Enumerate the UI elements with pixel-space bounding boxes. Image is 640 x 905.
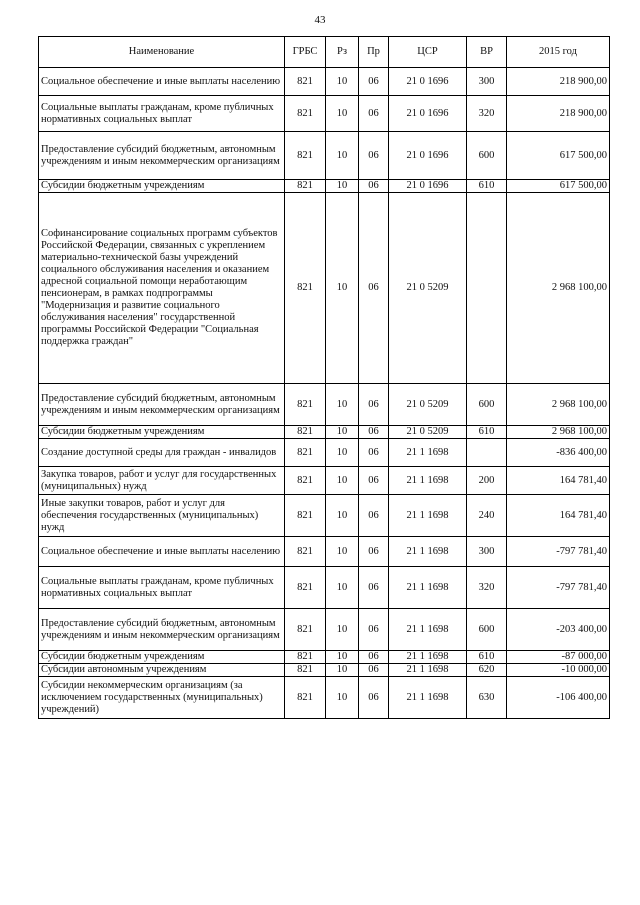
- cell-amount: 218 900,00: [507, 96, 610, 132]
- cell-grbs: 821: [285, 495, 326, 537]
- cell-rz: 10: [326, 384, 359, 426]
- cell-pr: 06: [359, 567, 389, 609]
- cell-csr: 21 0 5209: [389, 384, 467, 426]
- cell-name: Субсидии бюджетным учреждениям: [39, 426, 285, 439]
- cell-rz: 10: [326, 426, 359, 439]
- cell-grbs: 821: [285, 426, 326, 439]
- column-header-name: Наименование: [39, 37, 285, 68]
- cell-vr: 630: [467, 677, 507, 719]
- table-row: [39, 664, 610, 677]
- column-header-pr: Пр: [359, 37, 389, 68]
- cell-amount: 218 900,00: [507, 68, 610, 96]
- cell-name: Субсидии автономным учреждениям: [39, 664, 285, 677]
- cell-csr: 21 1 1698: [389, 439, 467, 467]
- cell-csr: 21 0 5209: [389, 193, 467, 384]
- cell-pr: 06: [359, 439, 389, 467]
- table-body: [39, 68, 610, 719]
- cell-name: Предоставление субсидий бюджетным, автономным учреждениям и иным некоммерческим организациям: [39, 132, 285, 180]
- column-header-grbs: ГРБС: [285, 37, 326, 68]
- cell-csr: 21 0 1696: [389, 180, 467, 193]
- cell-csr: 21 1 1698: [389, 677, 467, 719]
- cell-rz: 10: [326, 495, 359, 537]
- cell-pr: 06: [359, 180, 389, 193]
- cell-amount: -797 781,40: [507, 567, 610, 609]
- cell-pr: 06: [359, 677, 389, 719]
- table-row: [39, 677, 610, 719]
- cell-pr: 06: [359, 664, 389, 677]
- cell-grbs: 821: [285, 537, 326, 567]
- cell-csr: 21 0 1696: [389, 68, 467, 96]
- cell-rz: 10: [326, 96, 359, 132]
- cell-pr: 06: [359, 495, 389, 537]
- cell-grbs: 821: [285, 384, 326, 426]
- cell-grbs: 821: [285, 609, 326, 651]
- table-row: [39, 180, 610, 193]
- budget-table: [38, 36, 610, 719]
- table-row: [39, 132, 610, 180]
- cell-vr: [467, 193, 507, 384]
- cell-name: Софинансирование социальных программ субъектов Российской Федерации, связанных с укреплением материально-технической базы учреждений социального обслуживания населения и оказанием адресной социальной помощи неработающим пенсионерам, в рамках подпрограммы "Модернизация и развитие социального обслуживания населения" государственной программы Российской Федерации "Социальная поддержка граждан": [39, 193, 285, 384]
- table-row: [39, 609, 610, 651]
- cell-pr: 06: [359, 537, 389, 567]
- table-row: [39, 567, 610, 609]
- column-header-year-2015: 2015 год: [507, 37, 610, 68]
- cell-name: Субсидии некоммерческим организациям (за исключением государственных (муниципальных) учреждений): [39, 677, 285, 719]
- table-row: [39, 96, 610, 132]
- cell-grbs: 821: [285, 96, 326, 132]
- cell-name: Социальное обеспечение и иные выплаты населению: [39, 537, 285, 567]
- cell-grbs: 821: [285, 68, 326, 96]
- cell-rz: 10: [326, 537, 359, 567]
- cell-rz: 10: [326, 180, 359, 193]
- cell-vr: 610: [467, 180, 507, 193]
- cell-amount: 2 968 100,00: [507, 426, 610, 439]
- cell-csr: 21 0 1696: [389, 96, 467, 132]
- column-header-csr: ЦСР: [389, 37, 467, 68]
- cell-grbs: 821: [285, 439, 326, 467]
- cell-amount: 617 500,00: [507, 132, 610, 180]
- table-row: [39, 193, 610, 384]
- cell-vr: 620: [467, 664, 507, 677]
- cell-csr: 21 1 1698: [389, 609, 467, 651]
- cell-rz: 10: [326, 68, 359, 96]
- cell-pr: 06: [359, 132, 389, 180]
- cell-grbs: 821: [285, 651, 326, 664]
- cell-pr: 06: [359, 609, 389, 651]
- table-row: [39, 495, 610, 537]
- cell-csr: 21 1 1698: [389, 567, 467, 609]
- cell-vr: 200: [467, 467, 507, 495]
- cell-vr: 600: [467, 132, 507, 180]
- cell-vr: 320: [467, 567, 507, 609]
- cell-grbs: 821: [285, 180, 326, 193]
- cell-name: Социальное обеспечение и иные выплаты населению: [39, 68, 285, 96]
- cell-grbs: 821: [285, 132, 326, 180]
- cell-vr: 240: [467, 495, 507, 537]
- cell-csr: 21 1 1698: [389, 651, 467, 664]
- cell-name: Закупка товаров, работ и услуг для государственных (муниципальных) нужд: [39, 467, 285, 495]
- cell-pr: 06: [359, 426, 389, 439]
- cell-rz: 10: [326, 567, 359, 609]
- cell-vr: 320: [467, 96, 507, 132]
- cell-name: Иные закупки товаров, работ и услуг для обеспечения государственных (муниципальных) нужд: [39, 495, 285, 537]
- cell-vr: [467, 439, 507, 467]
- cell-csr: 21 0 5209: [389, 426, 467, 439]
- cell-amount: -87 000,00: [507, 651, 610, 664]
- cell-amount: -836 400,00: [507, 439, 610, 467]
- cell-amount: 2 968 100,00: [507, 384, 610, 426]
- table-row: [39, 467, 610, 495]
- cell-csr: 21 0 1696: [389, 132, 467, 180]
- cell-vr: 300: [467, 68, 507, 96]
- cell-name: Предоставление субсидий бюджетным, автономным учреждениям и иным некоммерческим организациям: [39, 609, 285, 651]
- cell-rz: 10: [326, 132, 359, 180]
- cell-amount: 617 500,00: [507, 180, 610, 193]
- cell-csr: 21 1 1698: [389, 664, 467, 677]
- cell-rz: 10: [326, 651, 359, 664]
- cell-rz: 10: [326, 467, 359, 495]
- cell-vr: 610: [467, 426, 507, 439]
- table-header-row: [39, 37, 610, 68]
- cell-name: Субсидии бюджетным учреждениям: [39, 651, 285, 664]
- cell-csr: 21 1 1698: [389, 467, 467, 495]
- cell-amount: -10 000,00: [507, 664, 610, 677]
- cell-pr: 06: [359, 68, 389, 96]
- cell-vr: 300: [467, 537, 507, 567]
- table-row: [39, 426, 610, 439]
- cell-grbs: 821: [285, 467, 326, 495]
- cell-amount: 2 968 100,00: [507, 193, 610, 384]
- cell-amount: 164 781,40: [507, 467, 610, 495]
- cell-pr: 06: [359, 193, 389, 384]
- cell-name: Социальные выплаты гражданам, кроме публичных нормативных социальных выплат: [39, 96, 285, 132]
- column-header-vr: ВР: [467, 37, 507, 68]
- table-row: [39, 439, 610, 467]
- cell-pr: 06: [359, 467, 389, 495]
- cell-pr: 06: [359, 96, 389, 132]
- cell-vr: 600: [467, 384, 507, 426]
- cell-grbs: 821: [285, 193, 326, 384]
- table-row: [39, 384, 610, 426]
- cell-rz: 10: [326, 664, 359, 677]
- column-header-rz: Рз: [326, 37, 359, 68]
- cell-amount: -797 781,40: [507, 537, 610, 567]
- cell-name: Социальные выплаты гражданам, кроме публичных нормативных социальных выплат: [39, 567, 285, 609]
- cell-amount: 164 781,40: [507, 495, 610, 537]
- cell-vr: 600: [467, 609, 507, 651]
- cell-csr: 21 1 1698: [389, 537, 467, 567]
- cell-pr: 06: [359, 384, 389, 426]
- table-row: [39, 651, 610, 664]
- cell-name: Предоставление субсидий бюджетным, автономным учреждениям и иным некоммерческим организациям: [39, 384, 285, 426]
- cell-amount: -203 400,00: [507, 609, 610, 651]
- table-row: [39, 537, 610, 567]
- page-number: 43: [314, 14, 326, 26]
- cell-csr: 21 1 1698: [389, 495, 467, 537]
- cell-rz: 10: [326, 609, 359, 651]
- cell-name: Субсидии бюджетным учреждениям: [39, 180, 285, 193]
- cell-amount: -106 400,00: [507, 677, 610, 719]
- cell-rz: 10: [326, 677, 359, 719]
- cell-grbs: 821: [285, 567, 326, 609]
- cell-pr: 06: [359, 651, 389, 664]
- cell-vr: 610: [467, 651, 507, 664]
- cell-grbs: 821: [285, 664, 326, 677]
- cell-grbs: 821: [285, 677, 326, 719]
- cell-name: Создание доступной среды для граждан - инвалидов: [39, 439, 285, 467]
- cell-rz: 10: [326, 439, 359, 467]
- cell-rz: 10: [326, 193, 359, 384]
- table-row: [39, 68, 610, 96]
